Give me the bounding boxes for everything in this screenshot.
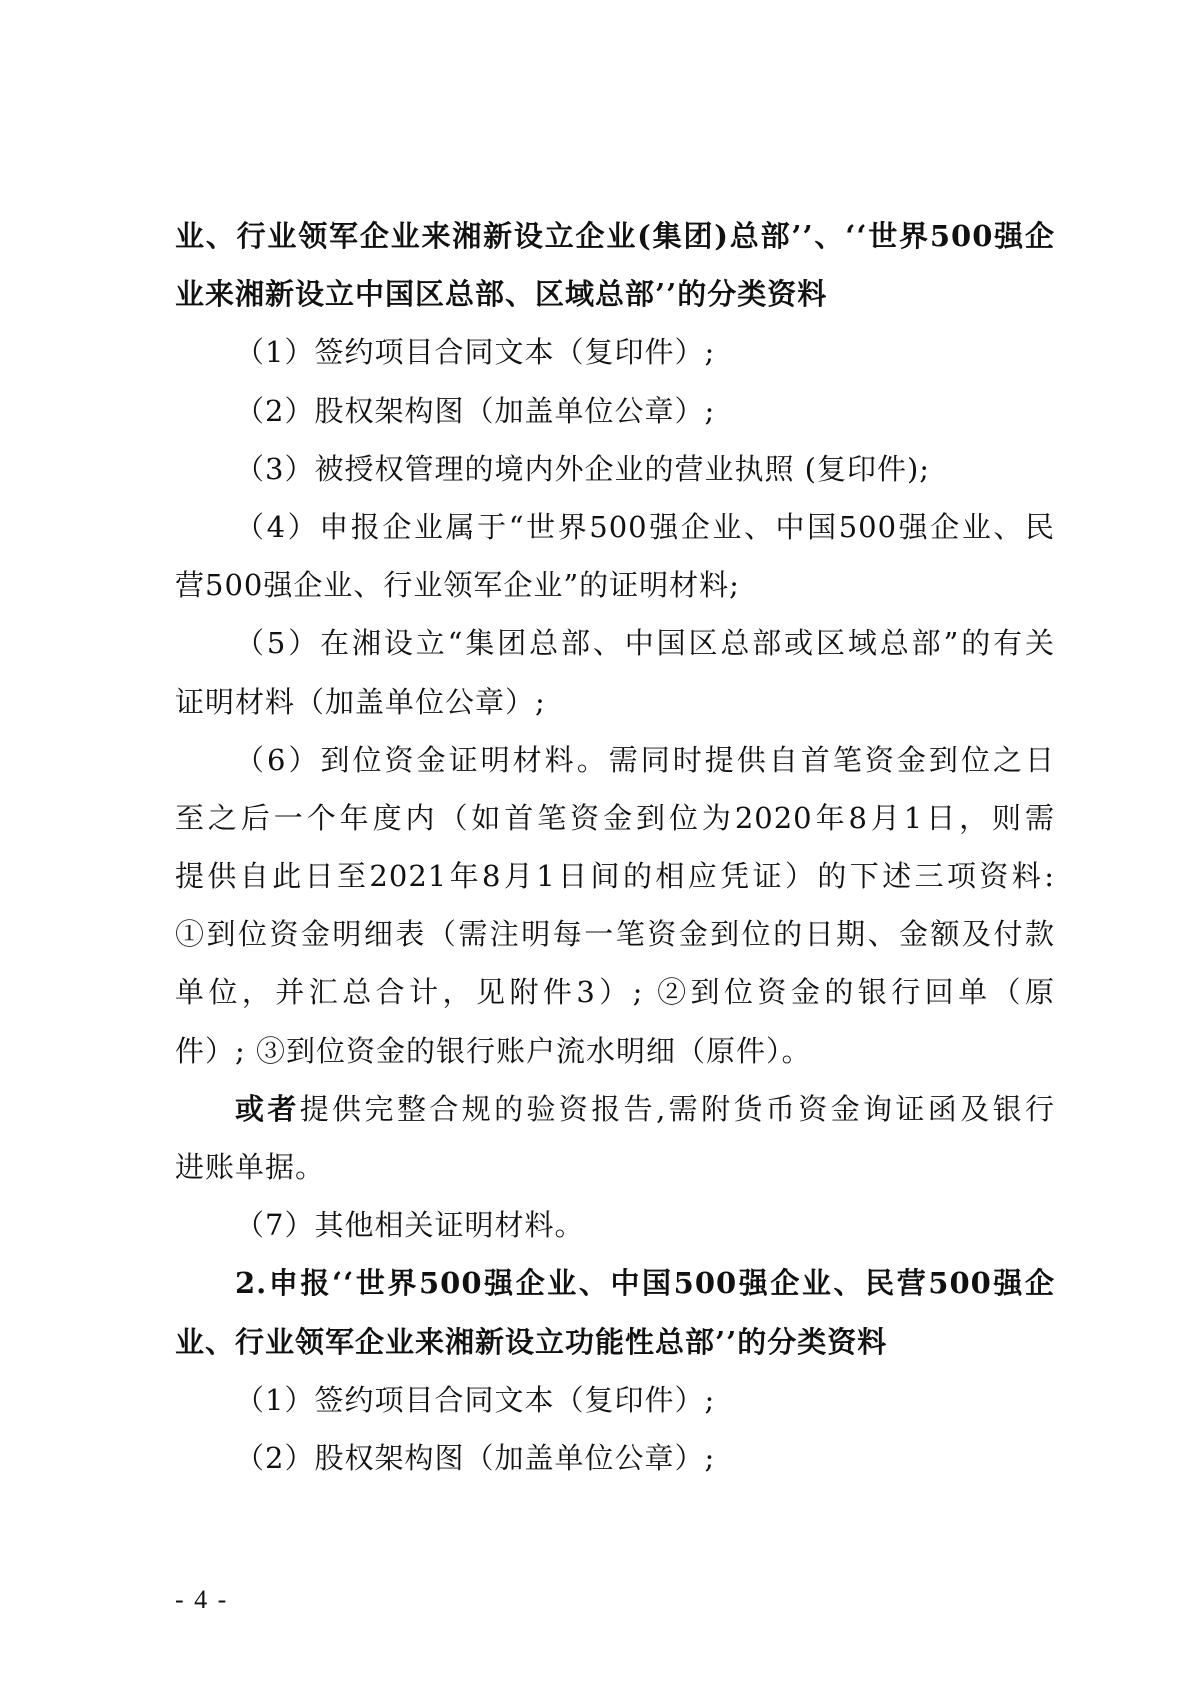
list-item: （1）签约项目合同文本（复印件）; [235, 335, 716, 370]
list-item: （1）签约项目合同文本（复印件）; [235, 1382, 716, 1417]
section-heading: 业、行业领军企业来湘新设立功能性总部’’的分类资料 [175, 1324, 888, 1359]
paragraph-text: 提供完整合规的验资报告,需附货币资金询证函及银行 [299, 1091, 1055, 1126]
list-item: （2）股权架构图（加盖单位公章）; [235, 393, 716, 428]
heading-line: 业来湘新设立中国区总部、区域总部’’的分类资料 [175, 277, 828, 312]
list-item-continued: 提供自此日至2021年8月1日间的相应凭证）的下述三项资料: [175, 859, 1055, 894]
list-item-continued: 营500强企业、行业领军企业”的证明材料; [175, 568, 740, 603]
list-item: （7）其他相关证明材料。 [235, 1208, 585, 1243]
list-item: （6）到位资金证明材料。需同时提供自首笔资金到位之日 [235, 742, 1055, 777]
list-item: （4）申报企业属于“世界500强企业、中国500强企业、民 [235, 509, 1055, 544]
list-item-continued: 件）; ③到位资金的银行账户流水明细（原件）。 [175, 1033, 812, 1068]
list-item-continued: 证明材料（加盖单位公章）; [175, 684, 546, 719]
document-body [175, 207, 1055, 1487]
emphasis-text: 或者 [235, 1091, 300, 1126]
list-item-continued: ①到位资金明细表（需注明每一笔资金到位的日期、金额及付款 [175, 917, 1055, 952]
paragraph-line: 进账单据。 [175, 1150, 326, 1184]
section-heading: 2.申报‘‘世界500强企业、中国500强企业、民营500强企 [235, 1266, 1055, 1301]
paragraph-line [175, 1080, 1055, 1138]
list-item: （2）股权架构图（加盖单位公章）; [235, 1440, 716, 1475]
list-item: （3）被授权管理的境内外企业的营业执照 (复印件); [235, 451, 931, 486]
list-item-continued: 至之后一个年度内（如首笔资金到位为2020年8月1日，则需 [175, 800, 1055, 835]
list-item-continued: 单位，并汇总合计，见附件3）; ②到位资金的银行回单（原 [175, 975, 1055, 1010]
page-number: - 4 - [175, 1585, 229, 1614]
list-item: （5）在湘设立“集团总部、中国区总部或区域总部”的有关 [235, 626, 1055, 661]
heading-line: 业、行业领军企业来湘新设立企业(集团)总部’’、‘‘世界500强企 [175, 219, 1055, 253]
